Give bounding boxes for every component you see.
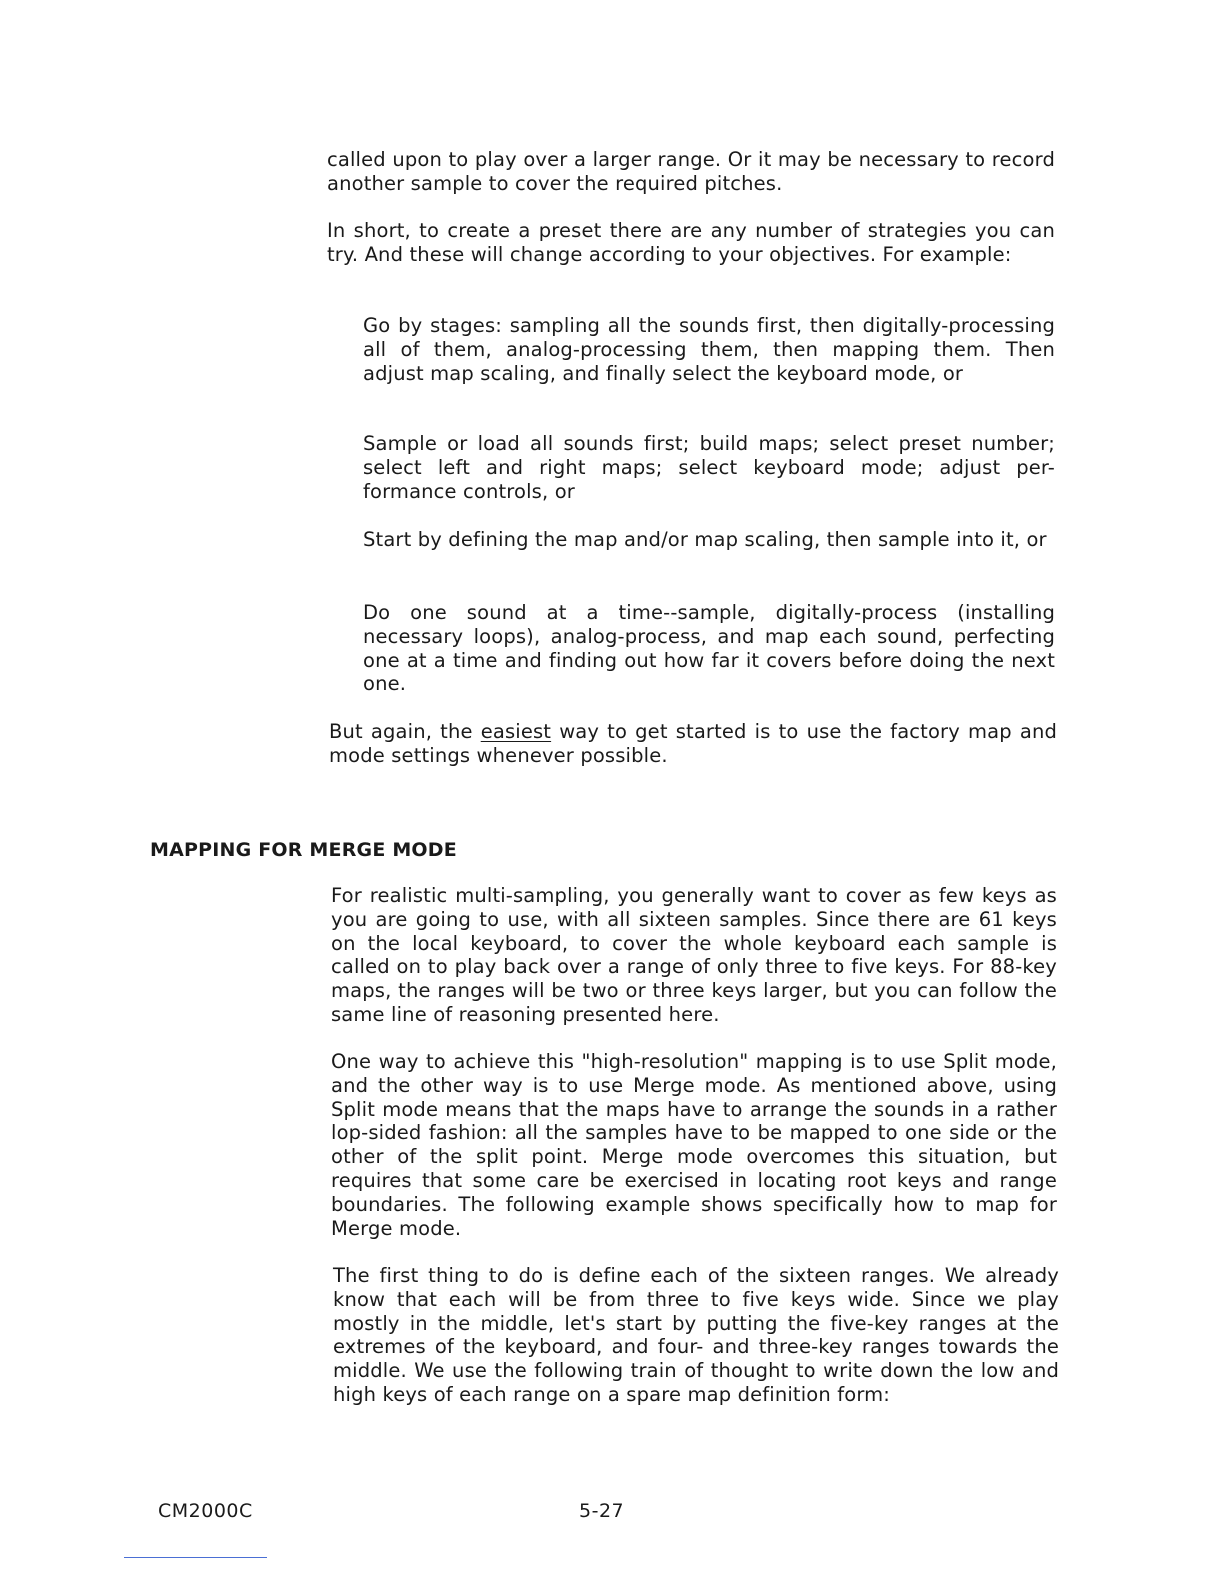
paragraph-range-continuation: called upon to play over a larger range. Or it may be necessary to record another sample to cover the required pitches. [327,148,1055,195]
paragraph-multisampling: For realistic multi-sampling, you generally want to cover as few keys as you are going to use, with all sixteen samples. Since there are 61 keys on the local keyboard, to cover the whole keyboard each sample is called on to play back over a range of only three to five keys. For 88-key maps, the ranges will be two or three keys larger, but you can follow the same line of reasoning presented here. [331,884,1057,1026]
paragraph-easiest-way [329,720,1057,768]
easiest-text-end: way to get started is to use the factory map and mode settings whenever possible. [329,720,1057,767]
page-number: 5-27 [579,1500,625,1522]
easiest-emphasis: easiest [480,720,552,743]
easiest-text-start: But again, the [329,720,481,743]
section-heading: MAPPING FOR MERGE MODE [150,839,457,861]
paragraph-define-ranges: The first thing to do is define each of the sixteen ranges. We already know that each will be from three to five keys wide. Since we play mostly in the middle, let's start by putting the five-key ranges at the extremes of the keyboard, and four- and three-key ranges towards the middle. We use the following train of thought to write down the low and high keys of each range on a spare map definition form: [333,1264,1059,1406]
paragraph-strategies-intro: In short, to create a preset there are any number of strategies you can try. And these will change according to your objectives. For example: [327,219,1055,266]
strategy-item-one-at-a-time: Do one sound at a time--sample, digitally-process (installing necessary loops), analog-process, and map each sound, perfecting one at a time and finding out how far it covers before doing the next one. [363,601,1055,696]
bottom-rule-line [124,1557,267,1558]
document-code: CM2000C [158,1500,253,1522]
strategy-item-by-stages: Go by stages: sampling all the sounds first, then digitally-processing all of them, analog-processing them, then mapping them. Then adjust map scaling, and finally select the keyboard mode, or [363,314,1055,385]
strategy-item-sample-first: Sample or load all sounds first; build maps; select preset number; select left and right maps; select keyboard mode; adjust per-formance controls, or [363,432,1055,503]
paragraph-high-resolution: One way to achieve this "high-resolution" mapping is to use Split mode, and the other way is to use Merge mode. As mentioned above, using Split mode means that the maps have to arrange the sounds in a rather lop-sided fashion: all the samples have to be mapped to one side or the other of the split point. Merge mode overcomes this situation, but requires that some care be exercised in locating root keys and range boundaries. The following example shows specifically how to map for Merge mode. [331,1050,1057,1240]
strategy-item-define-map: Start by defining the map and/or map scaling, then sample into it, or [363,528,1047,551]
